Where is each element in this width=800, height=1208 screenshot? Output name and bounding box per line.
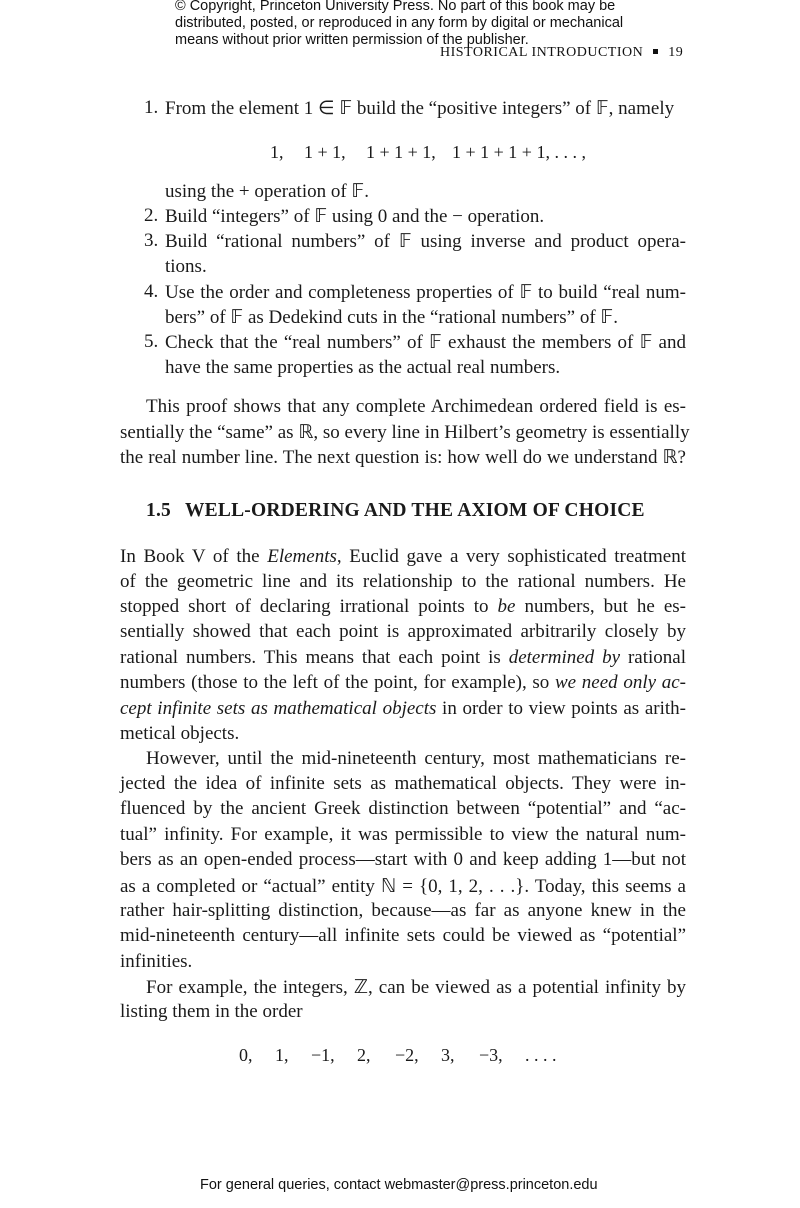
math-term: −1, — [311, 1045, 335, 1065]
list-item-line: Check that the “real numbers” of 𝔽 exhaust the members of 𝔽 and — [165, 332, 686, 353]
page-number: 19 — [668, 45, 684, 60]
text-run: rational numbers. This means that each point is — [120, 647, 509, 668]
italic-run: be — [497, 596, 516, 617]
section-number: 1.5 — [146, 500, 171, 521]
paragraph-line — [120, 698, 686, 720]
paragraph-line: sentially showed that each point is approximated arbitrarily closely by — [120, 621, 686, 642]
paragraph-line — [120, 596, 686, 618]
list-item-line: bers” of 𝔽 as Dedekind cuts in the “rational numbers” of 𝔽. — [165, 307, 618, 328]
list-item-line: Use the order and completeness properties of 𝔽 to build “real num- — [165, 282, 686, 303]
list-item-line: From the element 1 ∈ 𝔽 build the “positive integers” of 𝔽, namely — [165, 98, 675, 119]
math-term: 1, — [270, 142, 284, 162]
paragraph-line: bers as an open-ended process—start with 0 and keep adding 1—but not — [120, 849, 686, 870]
text-run: in order to view points as arith- — [436, 698, 686, 719]
math-term: −3, — [479, 1045, 503, 1065]
running-head — [440, 45, 683, 61]
list-item-number: 2. — [144, 205, 159, 226]
paragraph-line: However, until the mid-nineteenth century, most mathematicians re- — [146, 748, 686, 769]
paragraph-line — [120, 546, 686, 568]
list-item-line: Build “integers” of 𝔽 using 0 and the − operation. — [165, 206, 545, 227]
math-term: 1, — [275, 1045, 289, 1065]
paragraph-line: of the geometric line and its relationship to the rational numbers. He — [120, 571, 686, 592]
list-item-number: 4. — [144, 281, 159, 302]
text-run: numbers (those to the left of the point, for example), so — [120, 672, 555, 693]
section-title: WELL-ORDERING AND THE AXIOM OF CHOICE — [184, 500, 645, 521]
paragraph-line: rather hair-splitting distinction, because—as far as anyone knew in the — [120, 900, 686, 921]
paragraph-line — [120, 647, 686, 669]
text-run: , Euclid gave a very sophisticated treatment — [336, 546, 686, 567]
paragraph-line: This proof shows that any complete Archimedean ordered field is es- — [146, 396, 686, 417]
math-term: 3, — [441, 1045, 455, 1065]
list-item-line: tions. — [165, 256, 207, 277]
paragraph-line: sentially the “same” as ℝ, so every line in Hilbert’s geometry is essentially — [120, 422, 690, 443]
section-heading — [146, 500, 645, 522]
math-term: −2, — [395, 1045, 419, 1065]
list-item-number: 3. — [144, 230, 159, 251]
list-item-number: 1. — [144, 97, 159, 118]
paragraph-line: infinities. — [120, 951, 193, 972]
italic-run: we need only ac- — [555, 672, 686, 693]
running-title: HISTORICAL INTRODUCTION — [440, 45, 644, 60]
list-item-line: Build “rational numbers” of 𝔽 using inverse and product opera- — [165, 231, 686, 252]
math-term: 2, — [357, 1045, 371, 1065]
math-term: 1 + 1 + 1 + 1, . . . , — [452, 142, 586, 162]
math-display-positive-integers — [270, 142, 586, 163]
paragraph-line: fluenced by the ancient Greek distinction between “potential” and “ac- — [120, 798, 686, 819]
separator-square-icon — [653, 49, 658, 54]
paragraph-line: listing them in the order — [120, 1001, 303, 1022]
list-item-line: have the same properties as the actual real numbers. — [165, 357, 561, 378]
list-item-line: using the + operation of 𝔽. — [165, 181, 369, 202]
text-run: numbers, but he es- — [515, 596, 686, 617]
paragraph-line: jected the idea of infinite sets as mathematical objects. They were in- — [120, 773, 686, 794]
text-run: In Book V of the — [120, 546, 268, 567]
paragraph-line: tual” infinity. For example, it was permissible to view the natural num- — [120, 824, 686, 845]
math-term: 1 + 1, — [304, 142, 346, 162]
paragraph-line: metical objects. — [120, 723, 240, 744]
math-term: . . . . — [525, 1045, 557, 1065]
copyright-notice: © Copyright, Princeton University Press. No part of this book may be distributed, posted, or reproduced in any form by digital or mechanical means without prior written permission of the publisher. — [175, 0, 624, 48]
paragraph-line — [120, 672, 686, 694]
text-run: rational — [620, 647, 686, 668]
paragraph-line: mid-nineteenth century—all infinite sets could be viewed as “potential” — [120, 925, 686, 946]
footer-contact: For general queries, contact webmaster@press.princeton.edu — [200, 1177, 598, 1193]
italic-run: determined by — [508, 647, 621, 668]
paragraph-line: For example, the integers, ℤ, can be viewed as a potential infinity by — [146, 977, 686, 998]
paragraph-line: as a completed or “actual” entity ℕ = {0, 1, 2, . . .}. Today, this seems a — [120, 876, 686, 897]
paragraph-line: the real number line. The next question is: how well do we understand ℝ? — [120, 447, 686, 468]
math-display-integers-order — [239, 1045, 557, 1066]
italic-run: Elements — [267, 546, 337, 567]
list-item-number: 5. — [144, 331, 159, 352]
math-term: 0, — [239, 1045, 253, 1065]
text-run: stopped short of declaring irrational points to — [120, 596, 498, 617]
italic-run: cept infinite sets as mathematical objects — [120, 698, 437, 719]
math-term: 1 + 1 + 1, — [366, 142, 436, 162]
